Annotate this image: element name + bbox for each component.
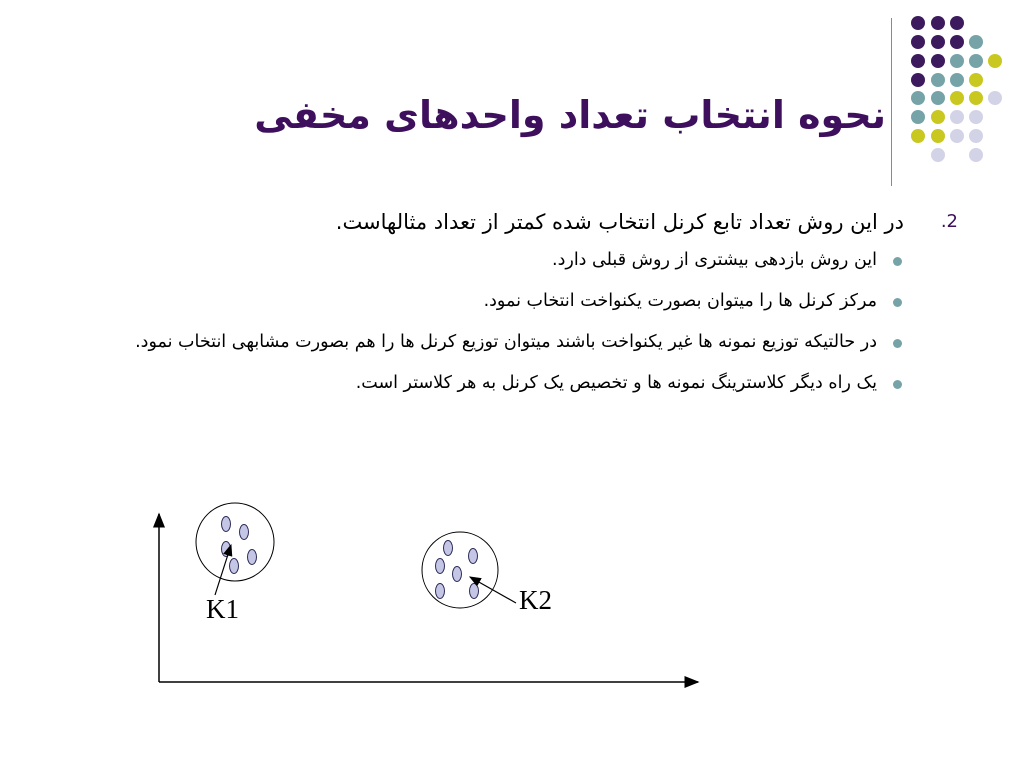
sample-point bbox=[240, 525, 249, 540]
bullet-text: یک راه دیگر کلاسترینگ نمونه ها و تخصیص یک کرنل به هر کلاستر است. bbox=[355, 373, 877, 393]
label-k1: K1 bbox=[206, 594, 239, 624]
sample-point bbox=[230, 559, 239, 574]
slide-title: نحوه انتخاب تعداد واحدهای مخفی bbox=[254, 93, 886, 137]
bullet-text: این روش بازدهی بیشتری از روش قبلی دارد. bbox=[552, 250, 877, 270]
sample-point bbox=[453, 567, 462, 582]
sample-point bbox=[444, 541, 453, 556]
sample-point bbox=[436, 559, 445, 574]
sample-point bbox=[470, 584, 479, 599]
item-text: در این روش تعداد تابع کرنل انتخاب شده کمتر از تعداد مثالهاست. bbox=[335, 210, 904, 234]
label-k2: K2 bbox=[519, 585, 552, 615]
bullet-text: در حالتیکه توزیع نمونه ها غیر یکنواخت باشند میتوان توزیع کرنل ها را هم بصورت مشابهی انتخاب نمود. bbox=[135, 332, 877, 352]
sample-point bbox=[248, 550, 257, 565]
item-number: 2. bbox=[940, 211, 958, 232]
sample-point bbox=[469, 549, 478, 564]
bullet-text: مرکز کرنل ها را میتوان بصورت یکنواخت انتخاب نمود. bbox=[483, 291, 877, 311]
cluster-k2 bbox=[422, 532, 516, 608]
cluster-k1 bbox=[196, 503, 274, 595]
sample-point bbox=[222, 517, 231, 532]
sample-point bbox=[436, 584, 445, 599]
